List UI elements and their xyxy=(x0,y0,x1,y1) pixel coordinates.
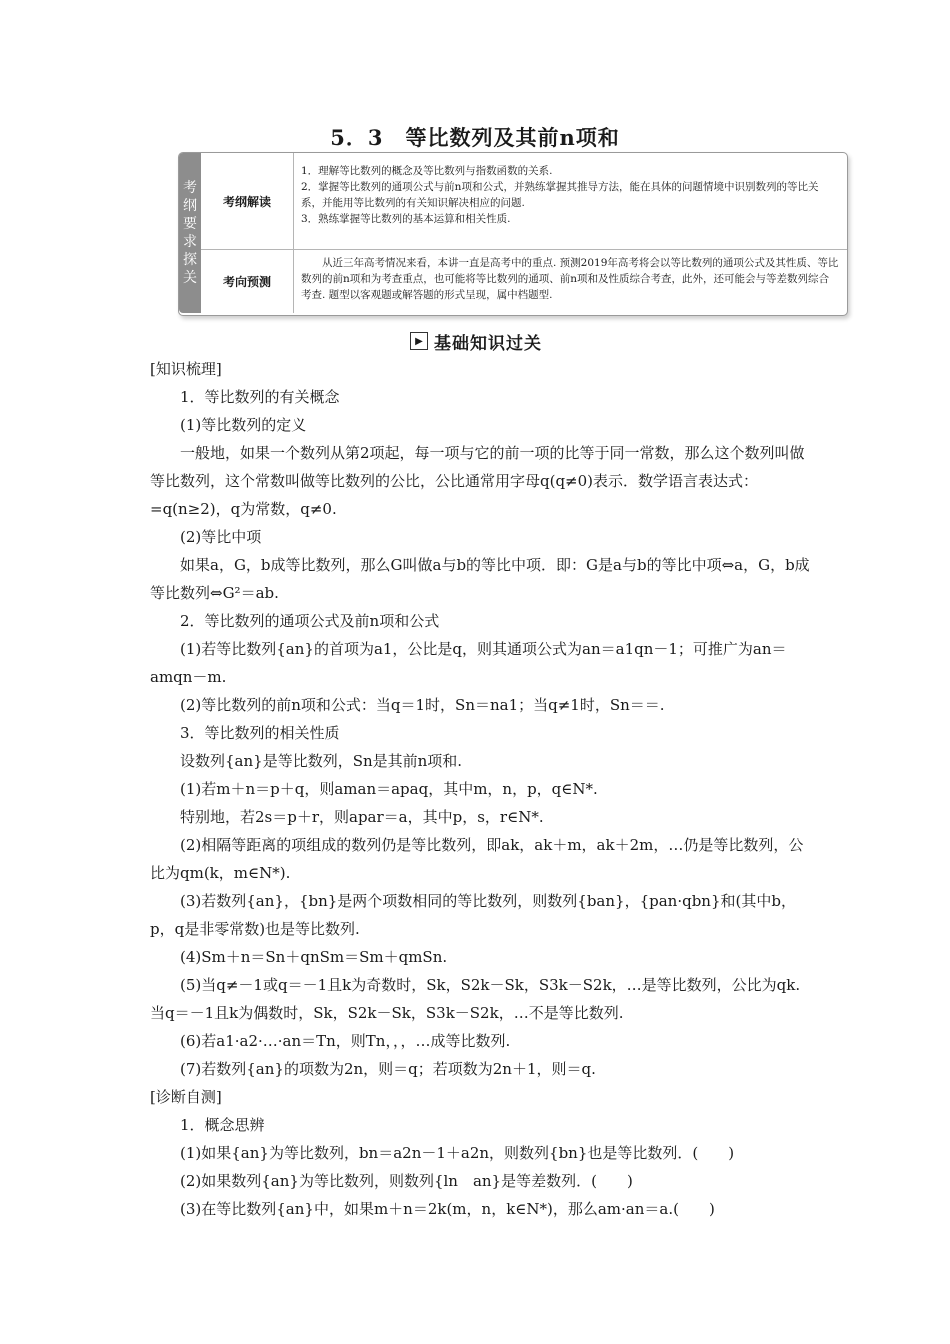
section-2: 2．等比数列的通项公式及前n项和公式 xyxy=(180,612,440,630)
paragraph: (2)等比数列的前n项和公式：当q＝1时，Sn＝na1；当q≠1时，Sn＝＝. xyxy=(180,696,665,714)
heading-knowledge: [知识梳理] xyxy=(150,360,222,378)
paragraph: 如果a，G，b成等比数列，那么G叫做a与b的等比中项．即：G是a与b的等比中项⇔a，G，b成等比数列⇔G²＝ab. xyxy=(150,556,810,602)
question: (3)在等比数列{an}中，如果m＋n＝2k(m，n，k∈N*)，那么am·an＝a.( ) xyxy=(180,1200,715,1218)
question: (1)如果{an}为等比数列，bn＝a2n－1＋a2n，则数列{bn}也是等比数列．( ) xyxy=(180,1144,735,1162)
paragraph: (2)相隔等距离的项组成的数列仍是等比数列，即ak，ak＋m，ak＋2m，…仍是等比数列，公比为qm(k，m∈N*). xyxy=(150,836,804,882)
paragraph: (4)Sm＋n＝Sn＋qnSm＝Sm＋qmSn. xyxy=(180,948,448,966)
question: (2)如果数列{an}为等比数列，则数列{ln an}是等差数列．( ) xyxy=(180,1172,633,1190)
main-content xyxy=(150,355,810,1223)
forecast-label: 考向预测 xyxy=(201,249,294,313)
paragraph: 特别地，若2s＝p＋r，则apar＝a，其中p，s，r∈N*. xyxy=(180,808,544,826)
section-banner xyxy=(410,330,542,352)
paragraph: (3)若数列{an}，{bn}是两个项数相同的等比数列，则数列{ban}，{pan·qbn}和(其中b，p，q是非零常数)也是等比数列. xyxy=(150,892,796,938)
subsection: (2)等比中项 xyxy=(180,528,262,546)
paragraph: (5)当q≠－1或q＝－1且k为奇数时，Sk，S2k－Sk，S3k－S2k，…是等比数列，公比为qk.当q＝－1且k为偶数时，Sk，S2k－Sk，S3k－S2k，…不是等比数列. xyxy=(150,976,801,1022)
side-label: 考 纲 要 求 探 关 xyxy=(179,153,201,313)
heading-diagnosis: [诊断自测] xyxy=(150,1088,222,1106)
forecast-row xyxy=(201,249,847,313)
paragraph: (7)若数列{an}的项数为2n，则＝q；若项数为2n＋1，则＝q. xyxy=(180,1060,596,1078)
paragraph: (1)若m＋n＝p＋q，则aman＝apaq，其中m，n，p，q∈N*. xyxy=(180,780,598,798)
forecast-text: 从近三年高考情况来看，本讲一直是高考中的重点. 预测2019年高考将会以等比数列的通项公式及其性质、等比数列的前n项和为考查重点，也可能将等比数列的通项、前n项和及性质综合考查，此外，还可能会与等差数列综合考查. 题型以客观题或解答题的形式呈现，属中档题型. xyxy=(301,257,839,301)
play-icon: ▶ xyxy=(410,332,428,350)
subsection: (1)等比数列的定义 xyxy=(180,416,307,434)
banner-text: 基础知识过关 xyxy=(434,333,542,354)
section-3: 3．等比数列的相关性质 xyxy=(180,724,340,742)
section-1: 1．等比数列的有关概念 xyxy=(180,388,340,406)
paragraph: 一般地，如果一个数列从第2项起，每一项与它的前一项的比等于同一常数，那么这个数列叫做等比数列，这个常数叫做等比数列的公比，公比通常用字母q(q≠0)表示．数学语言表达式：=q(n≥2)，q为常数，q≠0. xyxy=(150,444,805,518)
paragraph: 设数列{an}是等比数列，Sn是其前n项和. xyxy=(180,752,463,770)
paragraph: (6)若a1·a2·…·an＝Tn，则Tn，，，…成等比数列. xyxy=(180,1032,511,1050)
exam-requirements-box xyxy=(178,152,848,316)
syllabus-row xyxy=(201,153,847,250)
page-title: 5．3 等比数列及其前n项和 xyxy=(330,125,620,150)
paragraph: (1)若等比数列{an}的首项为a1，公比是q，则其通项公式为an＝a1qn－1；可推广为an＝amqn－m. xyxy=(150,640,787,686)
section-concept: 1．概念思辨 xyxy=(180,1116,265,1134)
syllabus-label: 考纲解读 xyxy=(201,153,294,249)
syllabus-text: 1．理解等比数列的概念及等比数列与指数函数的关系. 2．掌握等比数列的通项公式与前n项和公式，并熟练掌握其推导方法，能在具体的问题情境中识别数列的等比关系，并能用等比数列的有关知识解决相应的问题. 3．熟练掌握等比数列的基本运算和相关性质. xyxy=(301,165,819,225)
